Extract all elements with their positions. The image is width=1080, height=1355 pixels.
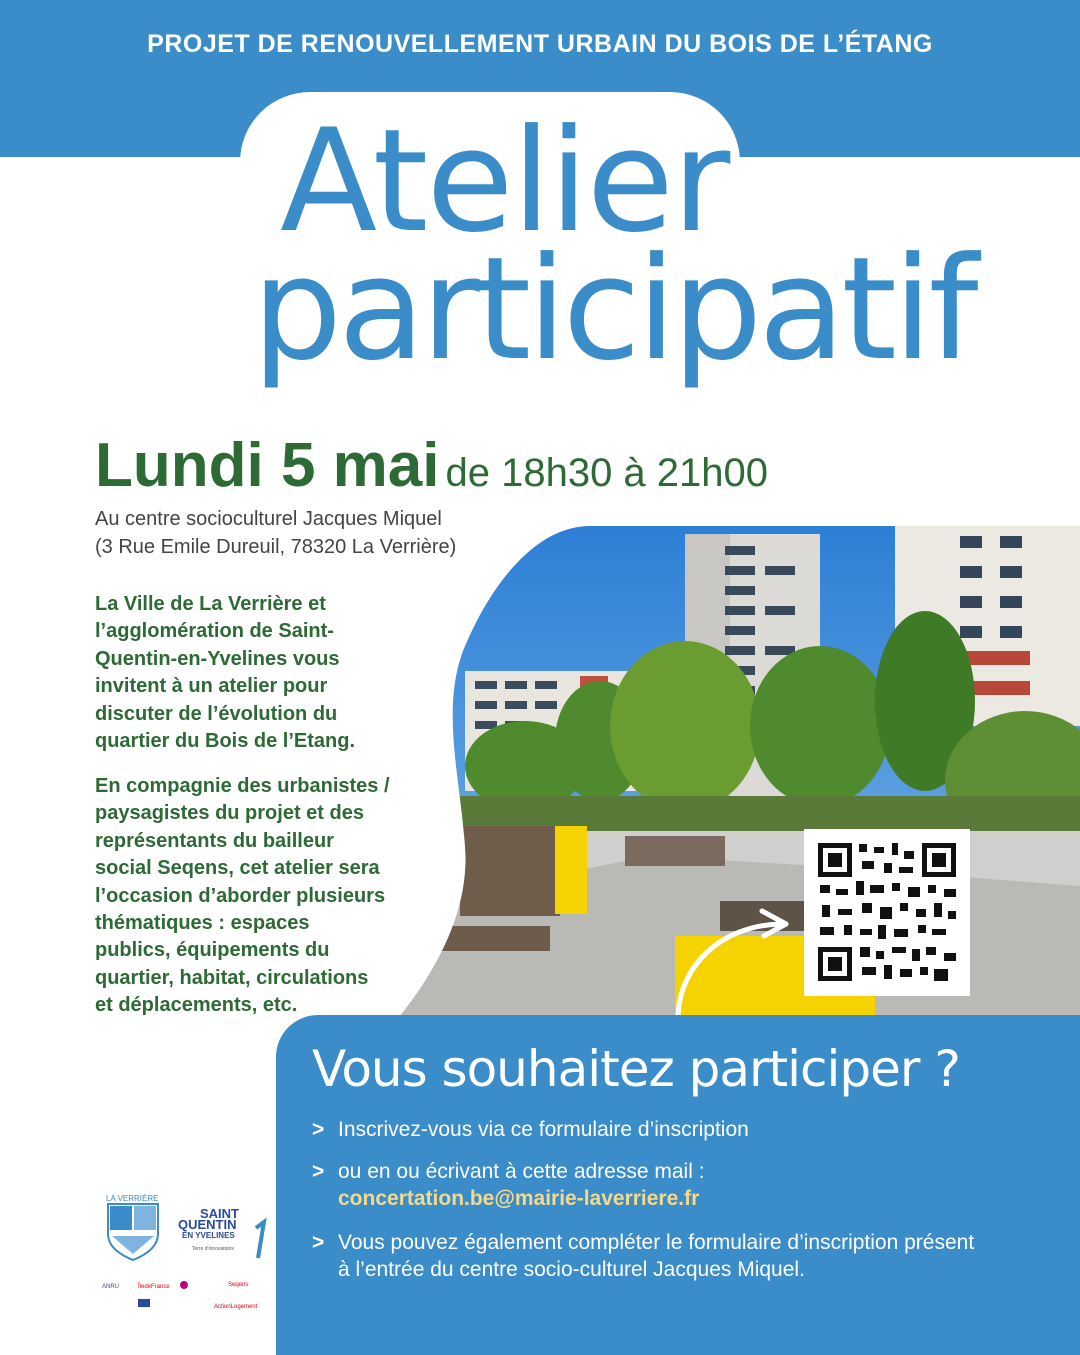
para-line: Quentin-en-Yvelines vous [95, 647, 340, 670]
para-line: l’occasion d’aborder plusieurs [95, 884, 386, 907]
intro-paragraph [95, 591, 440, 755]
para-line: La Ville de La Verrière et [95, 593, 326, 615]
project-title: PROJET DE RENOUVELLEMENT URBAIN DU BOIS DE L’ÉTANG [147, 30, 933, 58]
venue-address: (3 Rue Emile Dureuil, 78320 La Verrière) [95, 536, 457, 558]
qr-code[interactable] [804, 829, 970, 996]
partner-logo: ÎledeFrance [138, 1284, 170, 1290]
para-line: l’agglomération de Saint- [95, 620, 334, 643]
para-line: thématiques : espaces [95, 912, 310, 935]
event-time: de 18h30 à 21h00 [445, 451, 769, 495]
neighbourhood-photo [400, 526, 1080, 1016]
cta-title: Vous souhaitez participer ? [312, 1040, 960, 1098]
cta-item-text: Inscrivez-vous via ce formulaire d’inscription [338, 1118, 749, 1141]
partner-logo: ActionLogement [214, 1304, 258, 1310]
para-line: invitent à un atelier pour [95, 675, 328, 698]
email-link[interactable]: concertation.be@mairie-laverriere.fr [338, 1187, 700, 1210]
para-line: quartier du Bois de l’Etang. [95, 730, 356, 753]
details-paragraph [95, 773, 440, 1020]
cta-item-text [338, 1158, 978, 1212]
partner-dot-icon [180, 1281, 188, 1289]
sqy-line-1: SAINT [200, 1206, 239, 1221]
verriere-label: LA VERRIÈRE [106, 1194, 159, 1203]
para-line: et déplacements, etc. [95, 994, 298, 1017]
venue-name: Au centre socioculturel Jacques Miquel [95, 508, 442, 530]
partner-logo: Seqens [228, 1282, 249, 1288]
para-line: quartier, habitat, circulations [95, 966, 369, 989]
partner-strip [102, 1281, 258, 1310]
para-line: publics, équipements du [95, 939, 330, 962]
event-date: Lundi 5 mai [95, 431, 440, 500]
cta-item-text: Vous pouvez également compléter le formulaire d’inscription présent à l’entrée du centre socio-culturel Jacques Miquel. [338, 1231, 975, 1281]
chevron-right-icon: > [312, 1160, 325, 1183]
flag-icon [138, 1299, 150, 1307]
cta-item-onsite [312, 1229, 992, 1283]
cta-item-email [312, 1158, 992, 1212]
event-date-line [95, 430, 768, 501]
partner-logos [100, 1188, 270, 1318]
para-line: social Seqens, cet atelier sera [95, 857, 380, 880]
para-line: paysagistes du projet et des [95, 802, 364, 825]
para-line: En compagnie des urbanistes / [95, 775, 390, 797]
para-line: discuter de l’évolution du [95, 702, 338, 725]
sqy-line-2: QUENTIN [178, 1217, 237, 1232]
title-line-1: Atelier [280, 99, 729, 264]
sqy-tagline: Terre d'innovations [192, 1246, 234, 1252]
sqy-logo [178, 1206, 264, 1258]
qr-code-icon [804, 829, 970, 996]
chevron-right-icon: > [312, 1118, 325, 1141]
la-verriere-logo [106, 1194, 158, 1260]
para-line: représentants du bailleur [95, 829, 334, 852]
cta-item-form[interactable] [312, 1116, 992, 1143]
cta-email-intro: ou en ou écrivant à cette adresse mail : [338, 1160, 705, 1183]
partner-logo: ANRU [102, 1284, 120, 1290]
sqy-line-3: EN YVELINES [182, 1231, 235, 1240]
sqy-mark-icon [256, 1222, 264, 1258]
chevron-right-icon: > [312, 1231, 325, 1254]
title-line-2: participatif [252, 227, 975, 392]
